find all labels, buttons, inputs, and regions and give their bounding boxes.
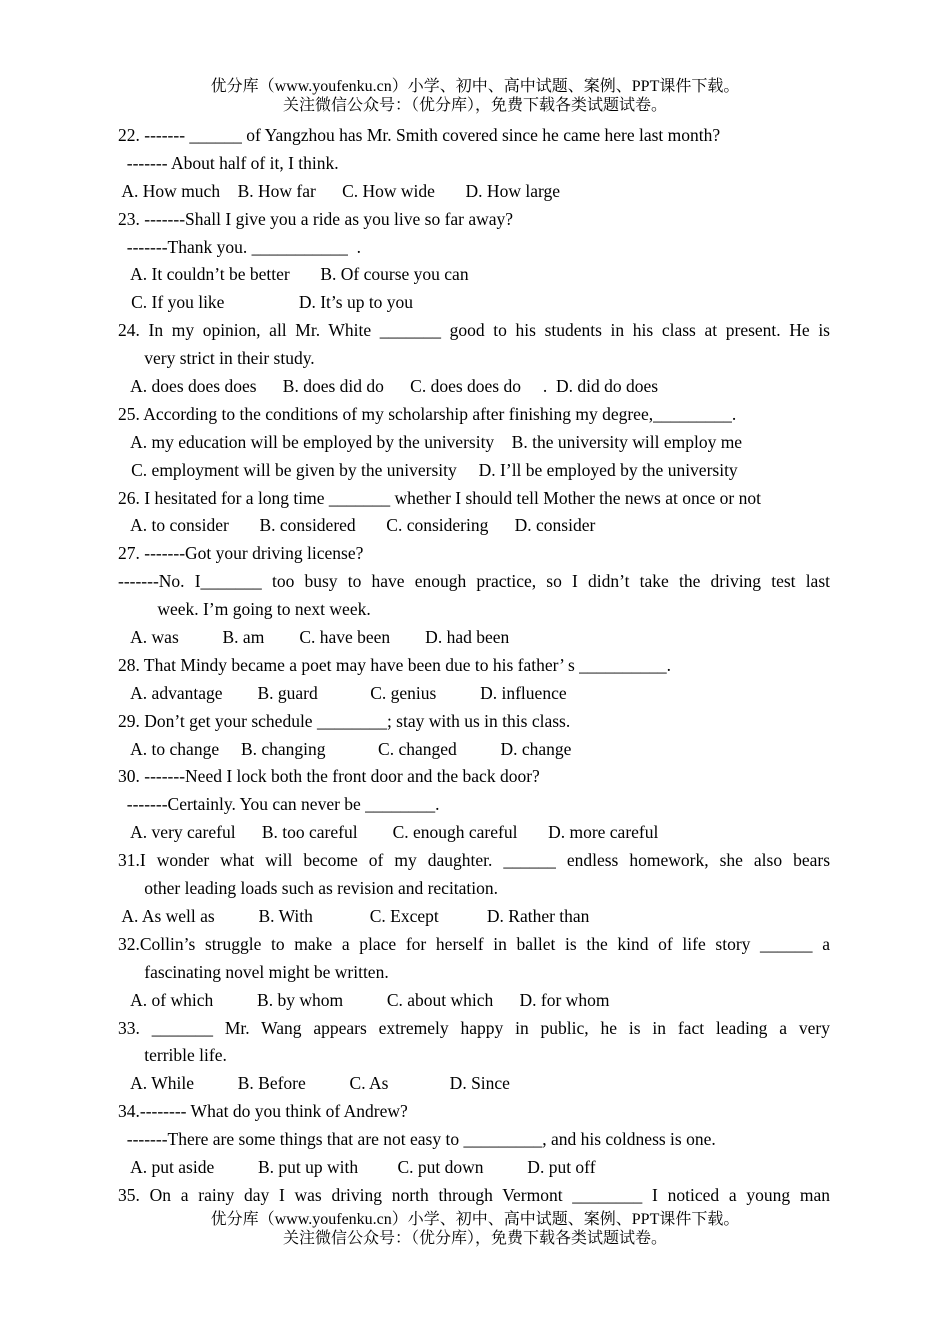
footer-line-2: 关注微信公众号：（优分库），免费下载各类试题试卷。 [282,1230,667,1247]
answer-line: -------Thank you. ___________ . [118,236,362,257]
question-24: 24. In my opinion, all Mr. White _______ good to his students in his class at present. He is [118,320,830,341]
question-22: 22. ------- ______ of Yangzhou has Mr. Smith covered since he came here last month? [118,125,721,145]
options-25-ab: A. my education will be employed by the university B. the university will employ me [118,431,743,452]
question-28: 28. That Mindy became a poet may have been due to his father’ s __________. [118,654,672,675]
options-26: A. to consider B. considered C. considering D. consider [118,515,596,536]
question-26: 26. I hesitated for a long time _______ whether I should tell Mother the news at once or not [118,487,761,508]
options-27: A. was B. am C. have been D. had been [118,627,510,648]
options-24: A. does does does B. does did do C. does does do . D. did do does [118,376,659,397]
options-33: A. While B. Before C. As D. Since [118,1073,510,1094]
header-line-1: 优分库（www.youfenku.cn）小学、初中、高中试题、案例、PPT课件下载。 [210,78,740,95]
answer-line: -------There are some things that are not easy to _________, and his coldness is one. [118,1129,716,1150]
options-23-ab: A. It couldn’t be better B. Of course you can [118,264,469,285]
answer-line: -------Certainly. You can never be ________. [118,794,440,815]
options-22: A. How much B. How far C. How wide D. How large [118,180,560,201]
options-32: A. of which B. by whom C. about which D. for whom [118,989,610,1010]
question-23: 23. -------Shall I give you a ride as you live so far away? [118,208,514,229]
options-29: A. to change B. changing C. changed D. change [118,738,572,759]
options-30: A. very careful B. too careful C. enough careful D. more careful [118,822,659,843]
question-31: 31.I wonder what will become of my daughter. ______ endless homework, she also bears [118,850,830,871]
question-31-cont: other leading loads such as revision and recitation. [118,878,499,899]
question-30: 30. -------Need I lock both the front door and the back door? [118,766,540,787]
options-23-cd: C. If you like D. It’s up to you [118,292,414,313]
question-33-cont: terrible life. [118,1045,227,1066]
answer-line: ------- About half of it, I think. [118,152,339,173]
question-35: 35. On a rainy day I was driving north through Vermont ________ I noticed a young man [118,1184,830,1205]
exam-content [118,122,830,1210]
answer-line: -------No. I_______ too busy to have enough practice, so I didn’t take the driving test last [118,571,830,592]
question-34: 34.-------- What do you think of Andrew? [118,1101,408,1122]
options-34: A. put aside B. put up with C. put down D. put off [118,1156,596,1177]
page-footer [0,1210,950,1248]
question-24-cont: very strict in their study. [118,348,315,369]
header-line-2: 关注微信公众号：（优分库），免费下载各类试题试卷。 [282,97,667,114]
question-33: 33. _______ Mr. Wang appears extremely happy in public, he is in fact leading a very [118,1017,830,1038]
question-32-cont: fascinating novel might be written. [118,961,389,982]
options-25-cd: C. employment will be given by the university D. I’ll be employed by the university [118,459,738,480]
question-27: 27. -------Got your driving license? [118,543,364,564]
options-28: A. advantage B. guard C. genius D. influence [118,682,567,703]
options-31: A. As well as B. With C. Except D. Rather than [118,905,590,926]
question-32: 32.Collin’s struggle to make a place for herself in ballet is the kind of life story ______ a [118,933,830,954]
page-header [0,77,950,115]
question-29: 29. Don’t get your schedule ________; stay with us in this class. [118,710,571,731]
footer-line-1: 优分库（www.youfenku.cn）小学、初中、高中试题、案例、PPT课件下载。 [210,1211,740,1228]
question-25: 25. According to the conditions of my scholarship after finishing my degree,_________. [118,403,737,424]
answer-line-cont: week. I’m going to next week. [118,599,371,620]
